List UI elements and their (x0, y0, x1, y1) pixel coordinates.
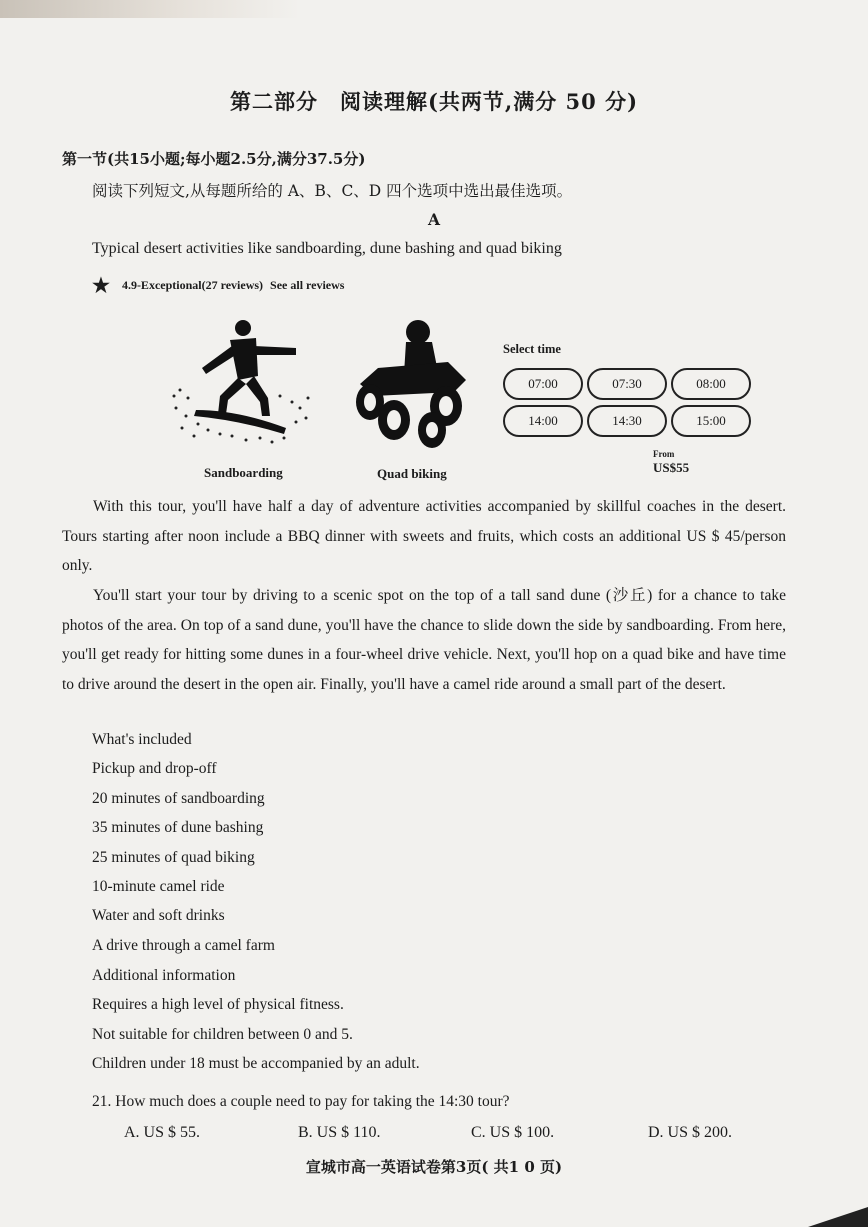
ad-subtitle: Typical desert activities like sandboarding, dune bashing and quad biking (92, 240, 562, 257)
additional-info-list (92, 961, 420, 1079)
passage-letter: A (427, 210, 441, 229)
scan-corner (808, 1207, 868, 1227)
option-b[interactable]: B. US $ 110. (298, 1124, 381, 1141)
from-label: From (653, 449, 675, 459)
question-21: 21. How much does a couple need to pay for taking the 14:30 tour? (92, 1093, 510, 1110)
page-footer: 宣城市高一英语试卷第3页( 共1 0 页) (305, 1158, 563, 1176)
list-item: Children under 18 must be accompanied by an adult. (92, 1055, 420, 1073)
rating-row (92, 273, 344, 298)
time-option-1500[interactable]: 15:00 (671, 405, 751, 437)
option-a[interactable]: A. US $ 55. (124, 1124, 201, 1141)
option-d[interactable]: D. US $ 200. (648, 1124, 733, 1141)
star-icon: ★ (92, 275, 110, 297)
price-label: US$55 (653, 460, 690, 475)
time-option-1430[interactable]: 14:30 (587, 405, 667, 437)
included-list (92, 725, 275, 960)
time-option-0800[interactable]: 08:00 (671, 368, 751, 400)
list-item: 10-minute camel ride (92, 877, 225, 895)
list-item: Pickup and drop-off (92, 760, 217, 778)
quad-bike-illustration (348, 318, 473, 453)
scan-stain (0, 0, 300, 18)
quad-biking-caption: Quad biking (377, 466, 447, 481)
time-option-0700[interactable]: 07:00 (503, 368, 583, 400)
list-item: Requires a high level of physical fitness. (92, 996, 344, 1014)
paragraph-2 (62, 581, 786, 699)
paragraph-1-text: With this tour, you'll have half a day of adventure activities accompanied by skillful coaches in the desert. Tours starting after noon include a BBQ dinner with sweets and fruits, which costs an additional US $ 45/person only. (62, 498, 786, 574)
select-time-label: Select time (503, 342, 561, 356)
sandboarder-illustration (168, 318, 318, 453)
time-option-0730[interactable]: 07:30 (587, 368, 667, 400)
paragraph-1 (62, 492, 786, 581)
additional-heading: Additional information (92, 967, 236, 984)
list-item: 20 minutes of sandboarding (92, 789, 265, 807)
list-item: Water and soft drinks (92, 907, 225, 925)
part-title: 第二部分 阅读理解(共两节,满分 50 分) (229, 89, 639, 114)
list-item: Not suitable for children between 0 and 5. (92, 1025, 353, 1043)
sandboarding-caption: Sandboarding (204, 465, 283, 480)
section-heading: 第一节(共15小题;每小题2.5分,满分37.5分) (62, 150, 366, 168)
included-heading: What's included (92, 731, 192, 748)
rating-text: 4.9-Exceptional(27 reviews) (121, 278, 264, 292)
instruction-text: 阅读下列短文,从每题所给的 A、B、C、D 四个选项中选出最佳选项。 (92, 182, 573, 200)
paragraph-2-text: You'll start your tour by driving to a scenic spot on the top of a tall sand dune (沙丘) for a chance to take photos of the area. On top of a sand dune, you'll have the chance to slide down the side by sandboarding. From here, you'll get ready for hitting some dunes in a four-wheel drive vehicle. Next, you'll hop on a quad bike and have time to drive around the desert in the open air. Finally, you'll have a camel ride around a small part of the desert. (62, 587, 786, 693)
time-option-1400[interactable]: 14:00 (503, 405, 583, 437)
list-item: 25 minutes of quad biking (92, 848, 255, 866)
see-all-reviews-link[interactable]: See all reviews (270, 278, 345, 292)
list-item: 35 minutes of dune bashing (92, 819, 264, 837)
option-c[interactable]: C. US $ 100. (471, 1124, 555, 1141)
list-item: A drive through a camel farm (92, 936, 275, 954)
